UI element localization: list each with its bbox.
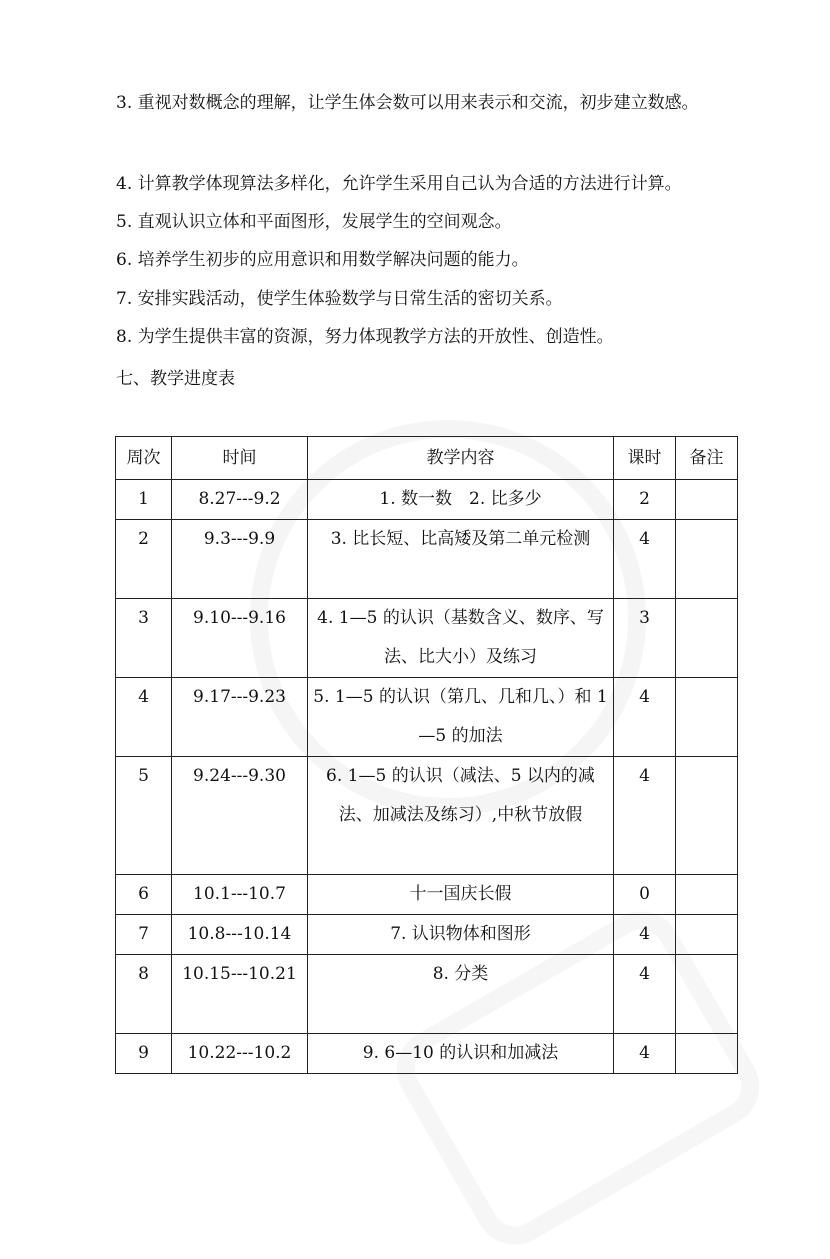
cell-week: 6 [116,875,172,915]
table-header-row [116,437,738,480]
cell-note [676,599,738,678]
table-row [116,678,738,757]
cell-note [676,875,738,915]
cell-week: 4 [116,678,172,757]
cell-hours: 4 [614,520,676,599]
cell-time: 8.27---9.2 [172,480,308,520]
cell-content: 4. 1—5 的认识（基数含义、数序、写法、比大小）及练习 [308,599,614,678]
cell-time: 9.24---9.30 [172,757,308,875]
section-heading: 七、教学进度表 [116,369,235,389]
cell-hours: 4 [614,678,676,757]
header-week: 周次 [116,437,172,480]
cell-time: 9.10---9.16 [172,599,308,678]
paragraph-4: 4. 计算教学体现算法多样化，允许学生采用自己认为合适的方法进行计算。 [116,174,682,194]
table-row [116,915,738,955]
header-content: 教学内容 [308,437,614,480]
cell-week: 5 [116,757,172,875]
paragraph-7: 7. 安排实践活动，使学生体验数学与日常生活的密切关系。 [116,289,563,309]
cell-hours: 0 [614,875,676,915]
paragraph-8: 8. 为学生提供丰富的资源，努力体现教学方法的开放性、创造性。 [116,327,614,347]
cell-content: 十一国庆长假 [308,875,614,915]
cell-note [676,757,738,875]
cell-content: 8. 分类 [308,955,614,1034]
cell-time: 9.3---9.9 [172,520,308,599]
cell-week: 8 [116,955,172,1034]
cell-hours: 4 [614,1034,676,1074]
table-row [116,520,738,599]
cell-note [676,678,738,757]
cell-week: 7 [116,915,172,955]
header-time: 时间 [172,437,308,480]
schedule-table [115,436,738,1074]
cell-note [676,1034,738,1074]
cell-hours: 2 [614,480,676,520]
cell-week: 2 [116,520,172,599]
cell-content: 9. 6—10 的认识和加减法 [308,1034,614,1074]
table-row [116,955,738,1034]
table-row [116,757,738,875]
paragraph-3: 3. 重视对数概念的理解，让学生体会数可以用来表示和交流，初步建立数感。 [116,93,699,113]
paragraph-6: 6. 培养学生初步的应用意识和用数学解决问题的能力。 [116,250,529,270]
table-row [116,1034,738,1074]
cell-note [676,955,738,1034]
cell-note [676,520,738,599]
cell-time: 10.8---10.14 [172,915,308,955]
header-hours: 课时 [614,437,676,480]
cell-time: 10.1---10.7 [172,875,308,915]
cell-hours: 3 [614,599,676,678]
header-note: 备注 [676,437,738,480]
cell-time: 9.17---9.23 [172,678,308,757]
cell-content: 7. 认识物体和图形 [308,915,614,955]
cell-time: 10.15---10.21 [172,955,308,1034]
table-row [116,480,738,520]
cell-week: 9 [116,1034,172,1074]
cell-content: 1. 数一数 2. 比多少 [308,480,614,520]
cell-hours: 4 [614,915,676,955]
table-row [116,599,738,678]
cell-hours: 4 [614,757,676,875]
paragraph-5: 5. 直观认识立体和平面图形，发展学生的空间观念。 [116,212,512,232]
cell-note [676,480,738,520]
cell-content: 5. 1—5 的认识（第几、几和几、）和 1—5 的加法 [308,678,614,757]
cell-time: 10.22---10.2 [172,1034,308,1074]
cell-hours: 4 [614,955,676,1034]
cell-week: 1 [116,480,172,520]
table-row [116,875,738,915]
cell-note [676,915,738,955]
cell-content: 3. 比长短、比高矮及第二单元检测 [308,520,614,599]
cell-content: 6. 1—5 的认识（减法、5 以内的减法、加减法及练习）,中秋节放假 [308,757,614,875]
cell-week: 3 [116,599,172,678]
